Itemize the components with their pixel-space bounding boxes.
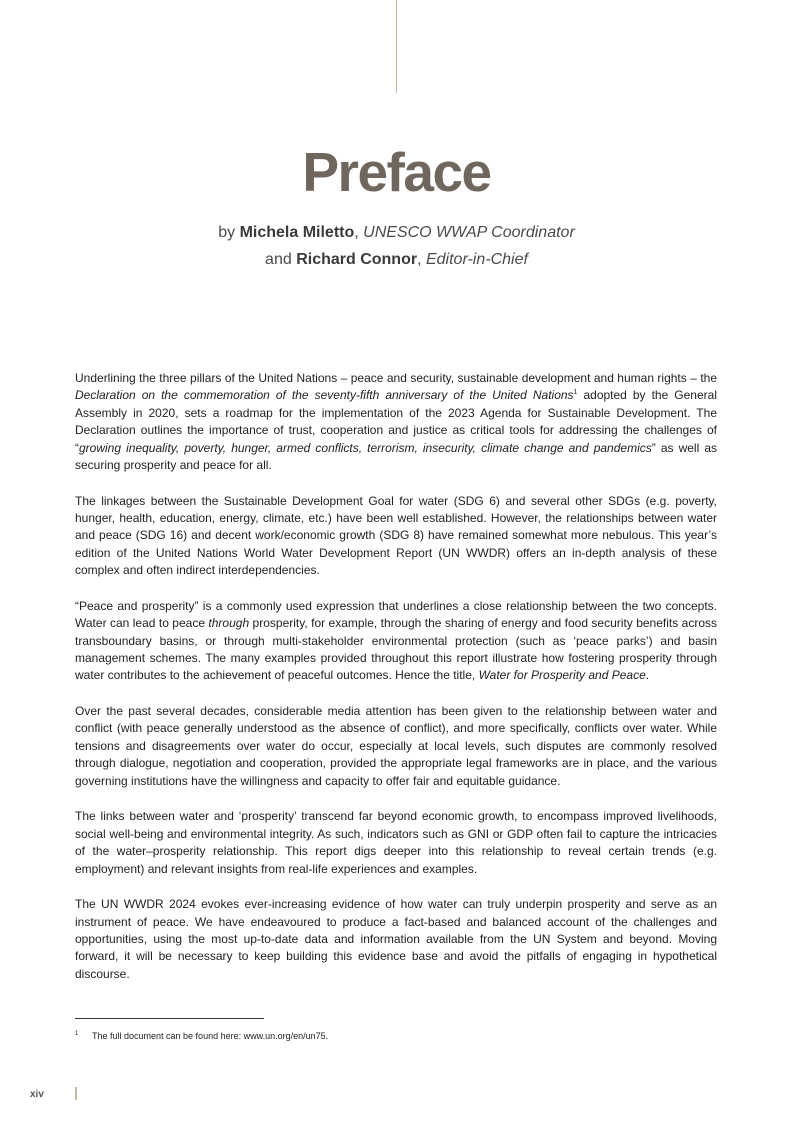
top-divider <box>396 0 397 93</box>
author-2-role: Editor-in-Chief <box>425 251 528 268</box>
paragraph-1 <box>75 370 717 474</box>
paragraph-1-text-a: Underlining the three pillars of the United Nations – peace and security, sustainable development and human rights – the <box>75 371 717 385</box>
paragraph-3-text-e: . <box>645 668 650 683</box>
paragraph-6: The UN WWDR 2024 evokes ever-increasing evidence of how water can truly underpin prosperity and serve as an instrument of peace. We have endeavoured to produce a fact-based and balanced account of the challenges and opportunities, using the most up-to-date data and information available from the UN System and beyond. Moving forward, it will be necessary to keep building this evidence base and avoid the pitfalls of engaging in hypothetical discourse. <box>75 897 717 981</box>
preface-body <box>75 370 717 1001</box>
paragraph-2: The linkages between the Sustainable Development Goal for water (SDG 6) and several other SDGs (e.g. poverty, hunger, health, education, energy, climate, etc.) have been well established. However, the relationships between water and peace (SDG 16) and decent work/economic growth (SDG 8) have remained somewhat more nebulous. This year’s edition of the United Nations World Water Development Report (UN WWDR) offers an in-depth analysis of these complex and often indirect interdependencies. <box>75 493 717 578</box>
paragraph-5: The links between water and ‘prosperity’ transcend far beyond economic growth, to encompass improved livelihoods, social well-being and environmental integrity. As such, indicators such as GNI or GDP often fail to capture the intricacies of the water–prosperity relationship. This report digs deeper into this relationship to reveal certain trends (e.g. employment) and relevant insights from real-life experiences and examples. <box>75 809 717 876</box>
page-title: Preface <box>302 141 491 203</box>
declaration-quote: growing inequality, poverty, hunger, armed conflicts, terrorism, insecurity, climate change and pandemics <box>79 440 652 455</box>
paragraph-1-text-e: ” as well as securing prosperity and peace for all. <box>75 440 717 473</box>
footnote <box>75 1031 328 1041</box>
paragraph-1-text-c: adopted by the General Assembly in 2020, sets a roadmap for the implementation of the 2023 Agenda for Sustainable Development. The Declaration outlines the importance of trust, cooperation and justice as critical tools for addressing the challenges of “ <box>75 388 717 455</box>
paragraph-3 <box>75 598 717 685</box>
author-1-name: Michela Miletto <box>239 224 355 241</box>
footnote-text: The full document can be found here: www.un.org/en/un75. <box>92 1031 329 1041</box>
author-1-role: UNESCO WWAP Coordinator <box>363 224 575 241</box>
byline-line-2 <box>0 246 793 273</box>
page-number-bar <box>75 1087 77 1100</box>
page-number: xiv <box>30 1089 44 1100</box>
emphasis-through: through <box>208 616 250 631</box>
footnote-number: 1 <box>75 1031 79 1037</box>
byline-by: by <box>218 224 240 241</box>
footnote-ref-1: 1 <box>573 389 578 397</box>
author-2-sep: , <box>417 251 426 268</box>
author-1-sep: , <box>354 224 364 241</box>
declaration-title: Declaration on the commemoration of the seventy-fifth anniversary of the United Nations <box>75 388 574 403</box>
paragraph-3-text-c: prosperity, for example, through the sharing of energy and food security benefits across transboundary basins, or through multi-stakeholder environmental protection (such as ‘peace parks’) and basin management schemes. The many examples provided throughout this report illustrate how fostering prosperity through water contributes to the achievement of peaceful outcomes. Hence the title, <box>75 616 717 683</box>
byline <box>0 219 793 273</box>
footnote-divider <box>75 1018 264 1019</box>
byline-line-1 <box>0 219 793 246</box>
report-title: Water for Prosperity and Peace <box>478 668 646 683</box>
paragraph-3-text-a: “Peace and prosperity” is a commonly used expression that underlines a close relationship between the two concepts. Water can lead to peace <box>75 598 717 631</box>
paragraph-4: Over the past several decades, considerable media attention has been given to the relationship between water and conflict (with peace generally understood as the absence of conflict), and more specifically, conflicts over water. While tensions and disagreements over water do occur, especially at local levels, such disputes are commonly resolved through dialogue, negotiation and cooperation, provided the appropriate legal frameworks are in place, and the various governing institutions have the willingness and capacity to offer fair and equitable guidance. <box>75 704 717 788</box>
author-2-name: Richard Connor <box>296 251 418 268</box>
byline-and: and <box>265 251 297 268</box>
